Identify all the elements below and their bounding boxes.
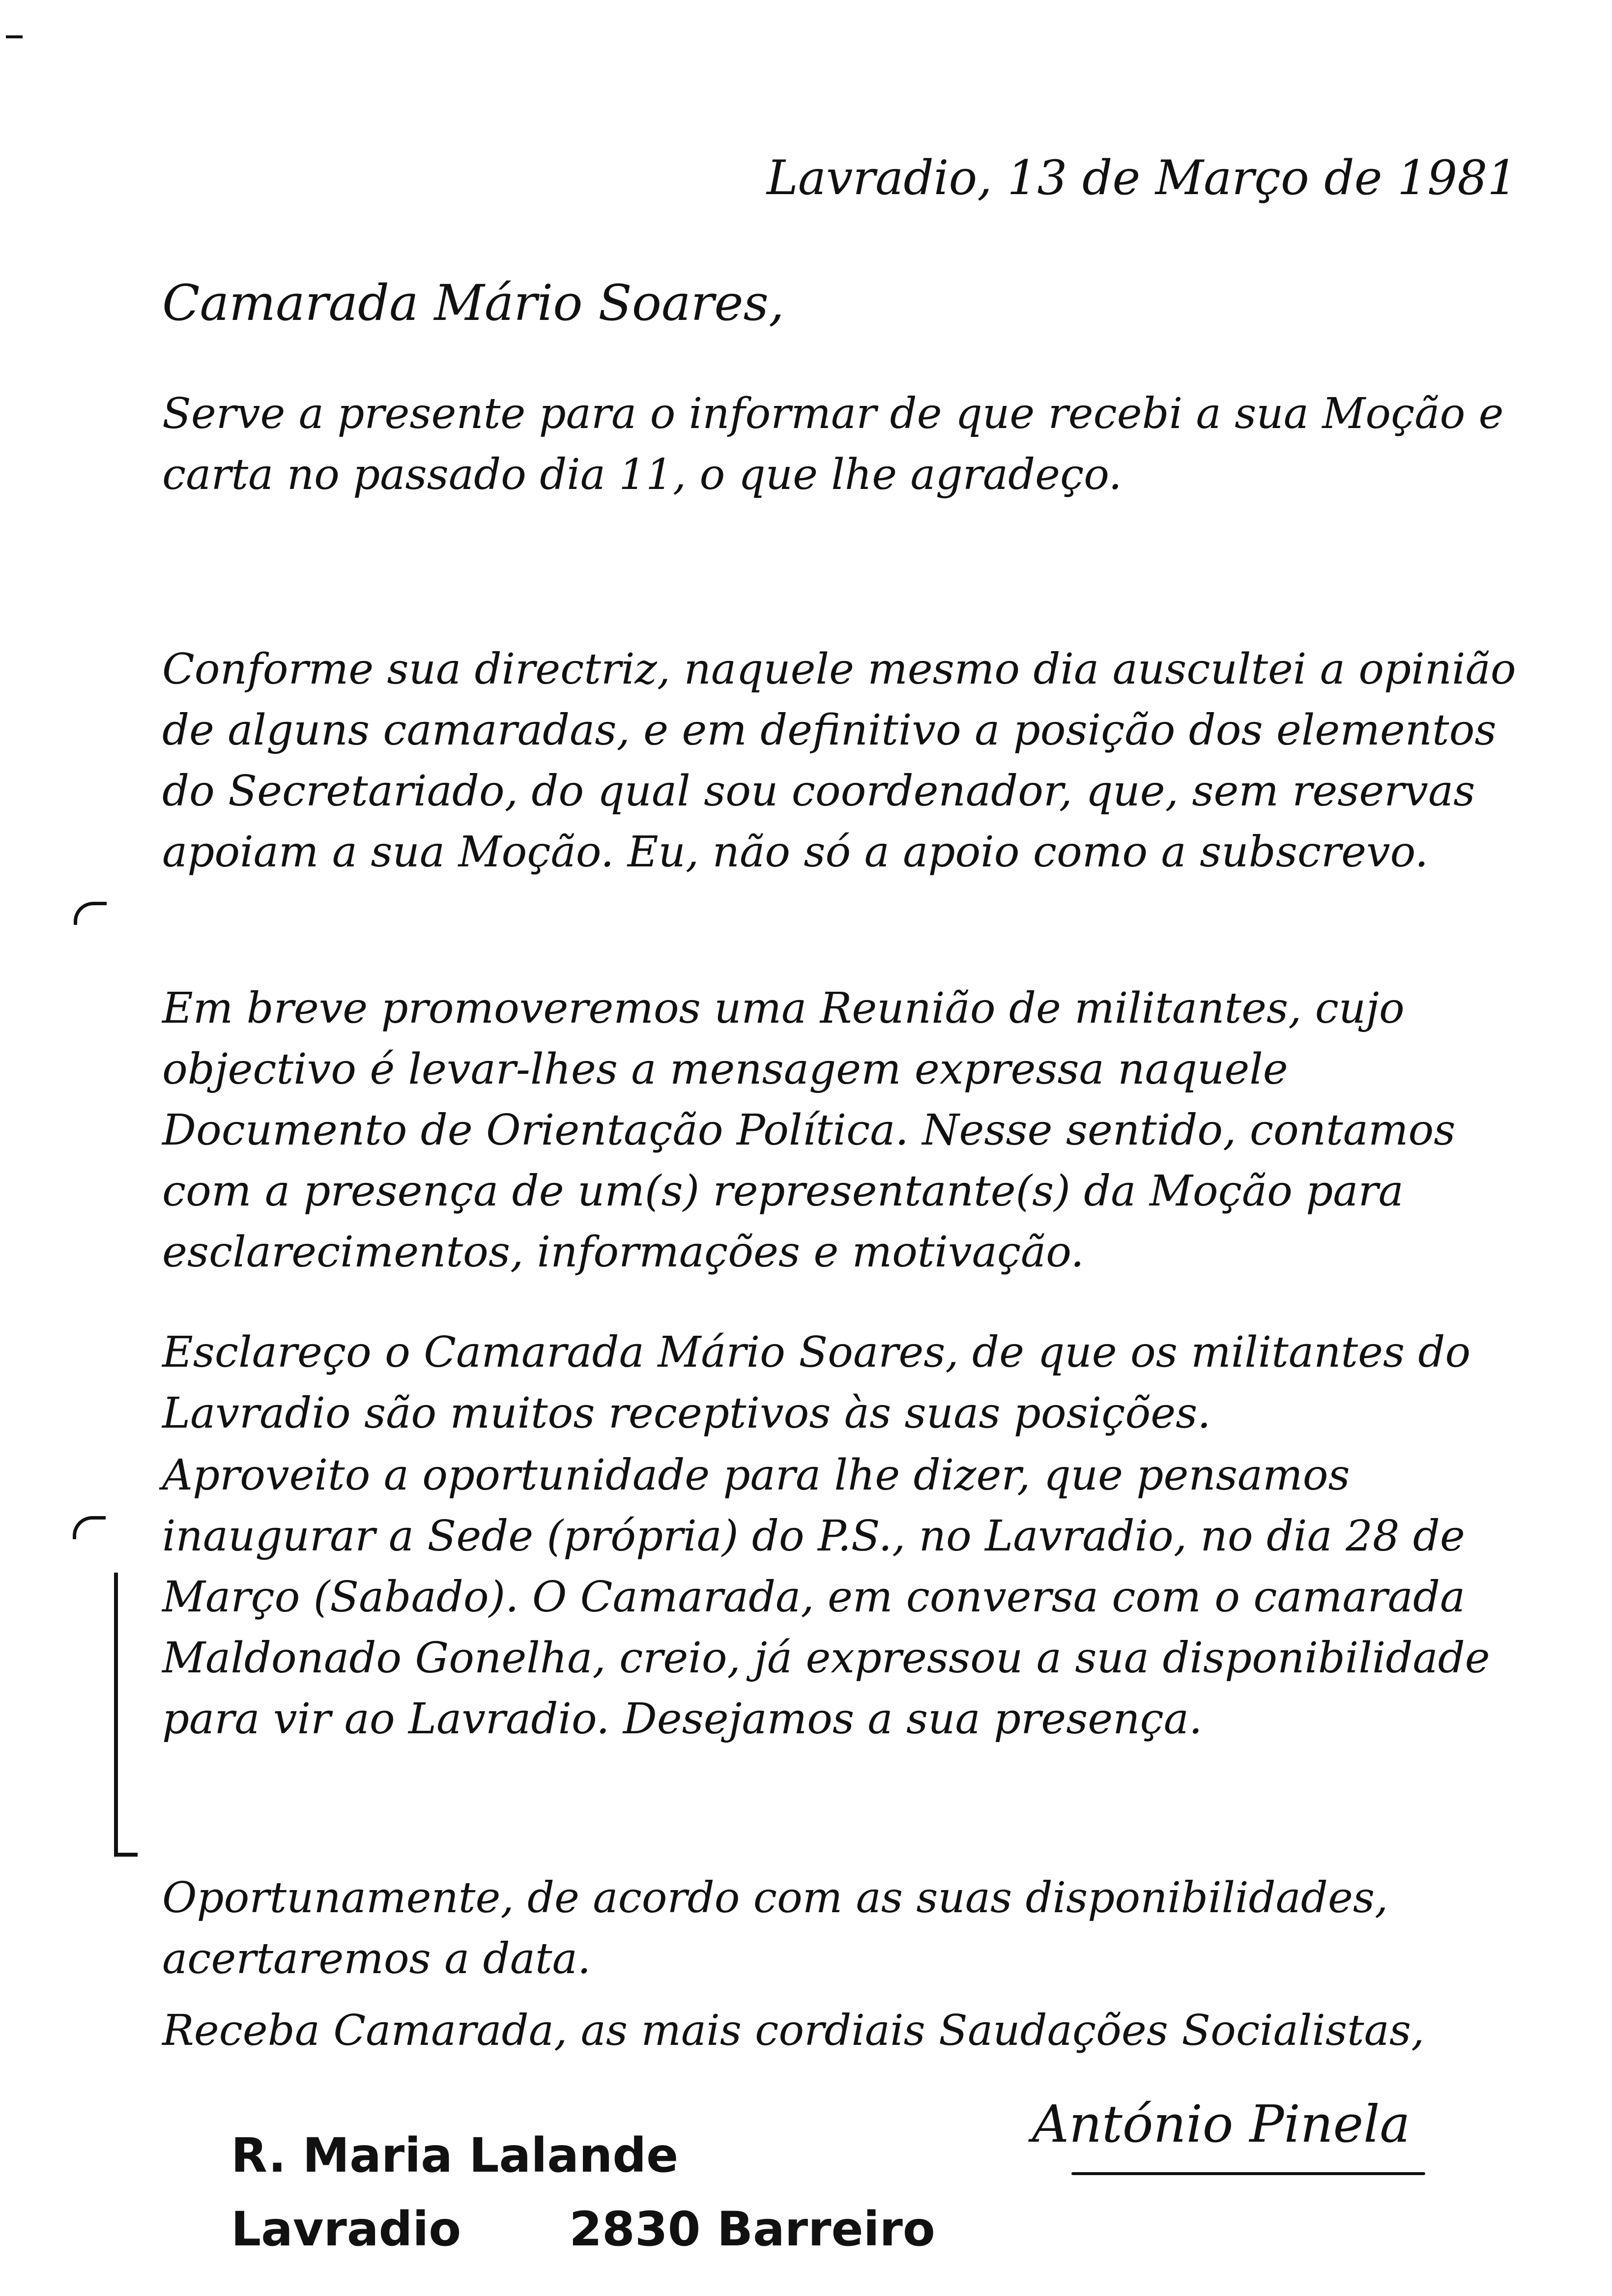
scan-mark: [6, 35, 23, 38]
address-line-2: [231, 2202, 935, 2257]
signature: António Pinela: [1032, 2094, 1410, 2154]
paragraph-1: Serve a presente para o informar de que recebi a sua Moção e carta no passado dia 11, o que lhe agradeço.: [162, 389, 1504, 499]
paragraph-3: Em breve promoveremos uma Reunião de militantes, cujo objectivo é levar-lhes a mensagem expressa naquele Documento de Orientação Política. Nesse sentido, contamos com a presença de um(s) representante(s) da Moção para esclarecimentos, informações e motivação.: [162, 984, 1456, 1277]
closing-paragraph: Receba Camarada, as mais cordiais Saudações Socialistas,: [162, 2006, 1425, 2055]
address-zip: 2830 Barreiro: [569, 2202, 935, 2257]
letter-date: Lavradio, 13 de Março de 1981: [767, 150, 1518, 205]
address-line-1: R. Maria Lalande: [231, 2128, 679, 2183]
margin-bracket-mark: [114, 1573, 138, 1857]
paragraph-5: Aproveito a oportunidade para lhe dizer, que pensamos inaugurar a Sede (própria) do P.S., no Lavradio, no dia 28 de Março (Sabado). O Camarada, em conversa com o camarada Maldonado Gonelha, creio, já expressou a sua disponibilidade para vir ao Lavradio. Desejamos a sua presença.: [162, 1451, 1490, 1744]
paragraph-2: Conforme sua directriz, naquele mesmo dia auscultei a opinião de alguns camaradas, e em definitivo a posição dos elementos do Secretariado, do qual sou coordenador, que, sem reservas apoiam a sua Moção. Eu, não só a apoio como a subscrevo.: [162, 645, 1516, 877]
address-place: Lavradio: [231, 2202, 461, 2257]
paragraph-6: Oportunamente, de acordo com as suas disponibilidades, acertaremos a data.: [162, 1873, 1388, 1983]
signature-underline: [1071, 2172, 1425, 2175]
letter-salutation: Camarada Mário Soares,: [162, 274, 784, 332]
paragraph-4: Esclareço o Camarada Mário Soares, de que os militantes do Lavradio são muitos receptivos às suas posições.: [162, 1328, 1471, 1438]
margin-tick-mark: [73, 1516, 106, 1539]
margin-tick-mark: [74, 902, 107, 925]
